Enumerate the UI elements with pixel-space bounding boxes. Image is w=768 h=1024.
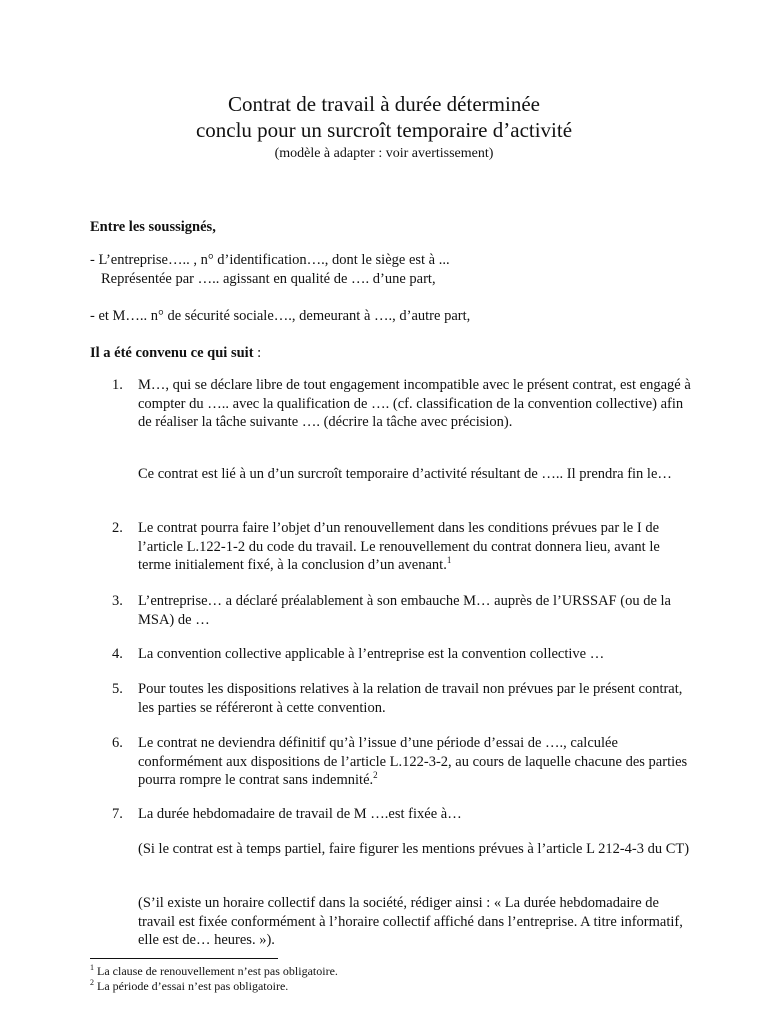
list-item-3 xyxy=(112,592,692,629)
footnote-ref-1: 1 xyxy=(446,555,452,566)
document-subtitle: (modèle à adapter : voir avertissement) xyxy=(274,146,494,161)
agreement-suffix: : xyxy=(253,345,262,361)
list-item-text: M…, qui se déclare libre de tout engagement incompatible avec le présent contrat, est engagé à compter du ….. avec la qualification de …. (cf. classification de la convention collective) afin de réaliser la tâche suivante …. (décrire la tâche avec précision). xyxy=(138,377,691,430)
list-item-number: 1. xyxy=(112,377,123,393)
footnote-text: La clause de renouvellement n’est pas obligatoire. xyxy=(97,964,338,978)
employer-line1: - L’entreprise….. , n° d’identification…., dont le siège est à ... xyxy=(90,252,450,268)
footnote-number: 2 xyxy=(90,978,94,987)
list-item-text-wrap xyxy=(138,519,692,575)
list-item-1 xyxy=(112,376,692,432)
document-title-line1: Contrat de travail à durée déterminée xyxy=(228,92,540,116)
list-item-text: La convention collective applicable à l’entreprise est la convention collective … xyxy=(138,646,605,662)
list-item-text: La durée hebdomadaire de travail de M ….est fixée à… xyxy=(138,806,462,822)
list-item-number: 4. xyxy=(112,646,123,662)
list-item-5 xyxy=(112,680,692,717)
list-item-1-extra: Ce contrat est lié à un d’un surcroît temporaire d’activité résultant de ….. Il prendra fin le… xyxy=(138,466,672,482)
document-title-line2: conclu pour un surcroît temporaire d’activité xyxy=(195,118,573,142)
footnote-separator xyxy=(90,958,278,959)
list-item-number: 2. xyxy=(112,520,123,536)
list-item-2 xyxy=(112,519,692,575)
employer-line2: Représentée par ….. agissant en qualité de …. d’une part, xyxy=(101,271,436,287)
list-item-text-wrap xyxy=(138,734,692,790)
list-item-number: 5. xyxy=(112,681,123,697)
list-item-text: Le contrat pourra faire l’objet d’un renouvellement dans les conditions prévues par le I de l’article L.122-1-2 du code du travail. Le renouvellement du contrat donnera lieu, avant le terme initialement fixé, à la conclusion d’un avenant. xyxy=(138,520,660,573)
list-item-text: Pour toutes les dispositions relatives à la relation de travail non prévues par le présent contrat, les parties se référeront à cette convention. xyxy=(138,681,683,716)
agreement-line xyxy=(90,344,261,363)
footnote-ref-2: 2 xyxy=(373,770,378,781)
list-item-number: 7. xyxy=(112,806,123,822)
parties-heading: Entre les soussignés, xyxy=(90,219,216,235)
employee-line: - et M….. n° de sécurité sociale…., demeurant à …., d’autre part, xyxy=(90,308,471,324)
footnote-1 xyxy=(90,964,338,978)
footnote-text: La période d’essai n’est pas obligatoire. xyxy=(97,979,289,993)
list-item-text: Le contrat ne deviendra définitif qu’à l’issue d’une période d’essai de …., calculée conformément aux dispositions de l’article L.122-3-2, au cours de laquelle chacune des parties pourra rompre le contrat sans indemnité. xyxy=(138,735,688,788)
list-item-6 xyxy=(112,734,692,790)
agreement-label: Il a été convenu ce qui suit xyxy=(90,345,254,361)
footnote-2 xyxy=(90,979,288,993)
list-item-7-extra1: (Si le contrat est à temps partiel, faire figurer les mentions prévues à l’article L 212-4-3 du CT) xyxy=(138,841,690,857)
list-item-7 xyxy=(112,805,692,824)
list-item-7-extra2: (S’il existe un horaire collectif dans la société, rédiger ainsi : « La durée hebdomadaire de travail est fixée conformément à l’horaire collectif affiché dans l’entreprise. A titre informatif, elle est de… heures. »). xyxy=(138,895,683,948)
list-item-number: 3. xyxy=(112,593,123,609)
list-item-4 xyxy=(112,645,692,664)
list-item-text: L’entreprise… a déclaré préalablement à son embauche M… auprès de l’URSSAF (ou de la MSA) de … xyxy=(138,593,671,628)
list-item-number: 6. xyxy=(112,735,123,751)
footnote-number: 1 xyxy=(90,963,94,972)
